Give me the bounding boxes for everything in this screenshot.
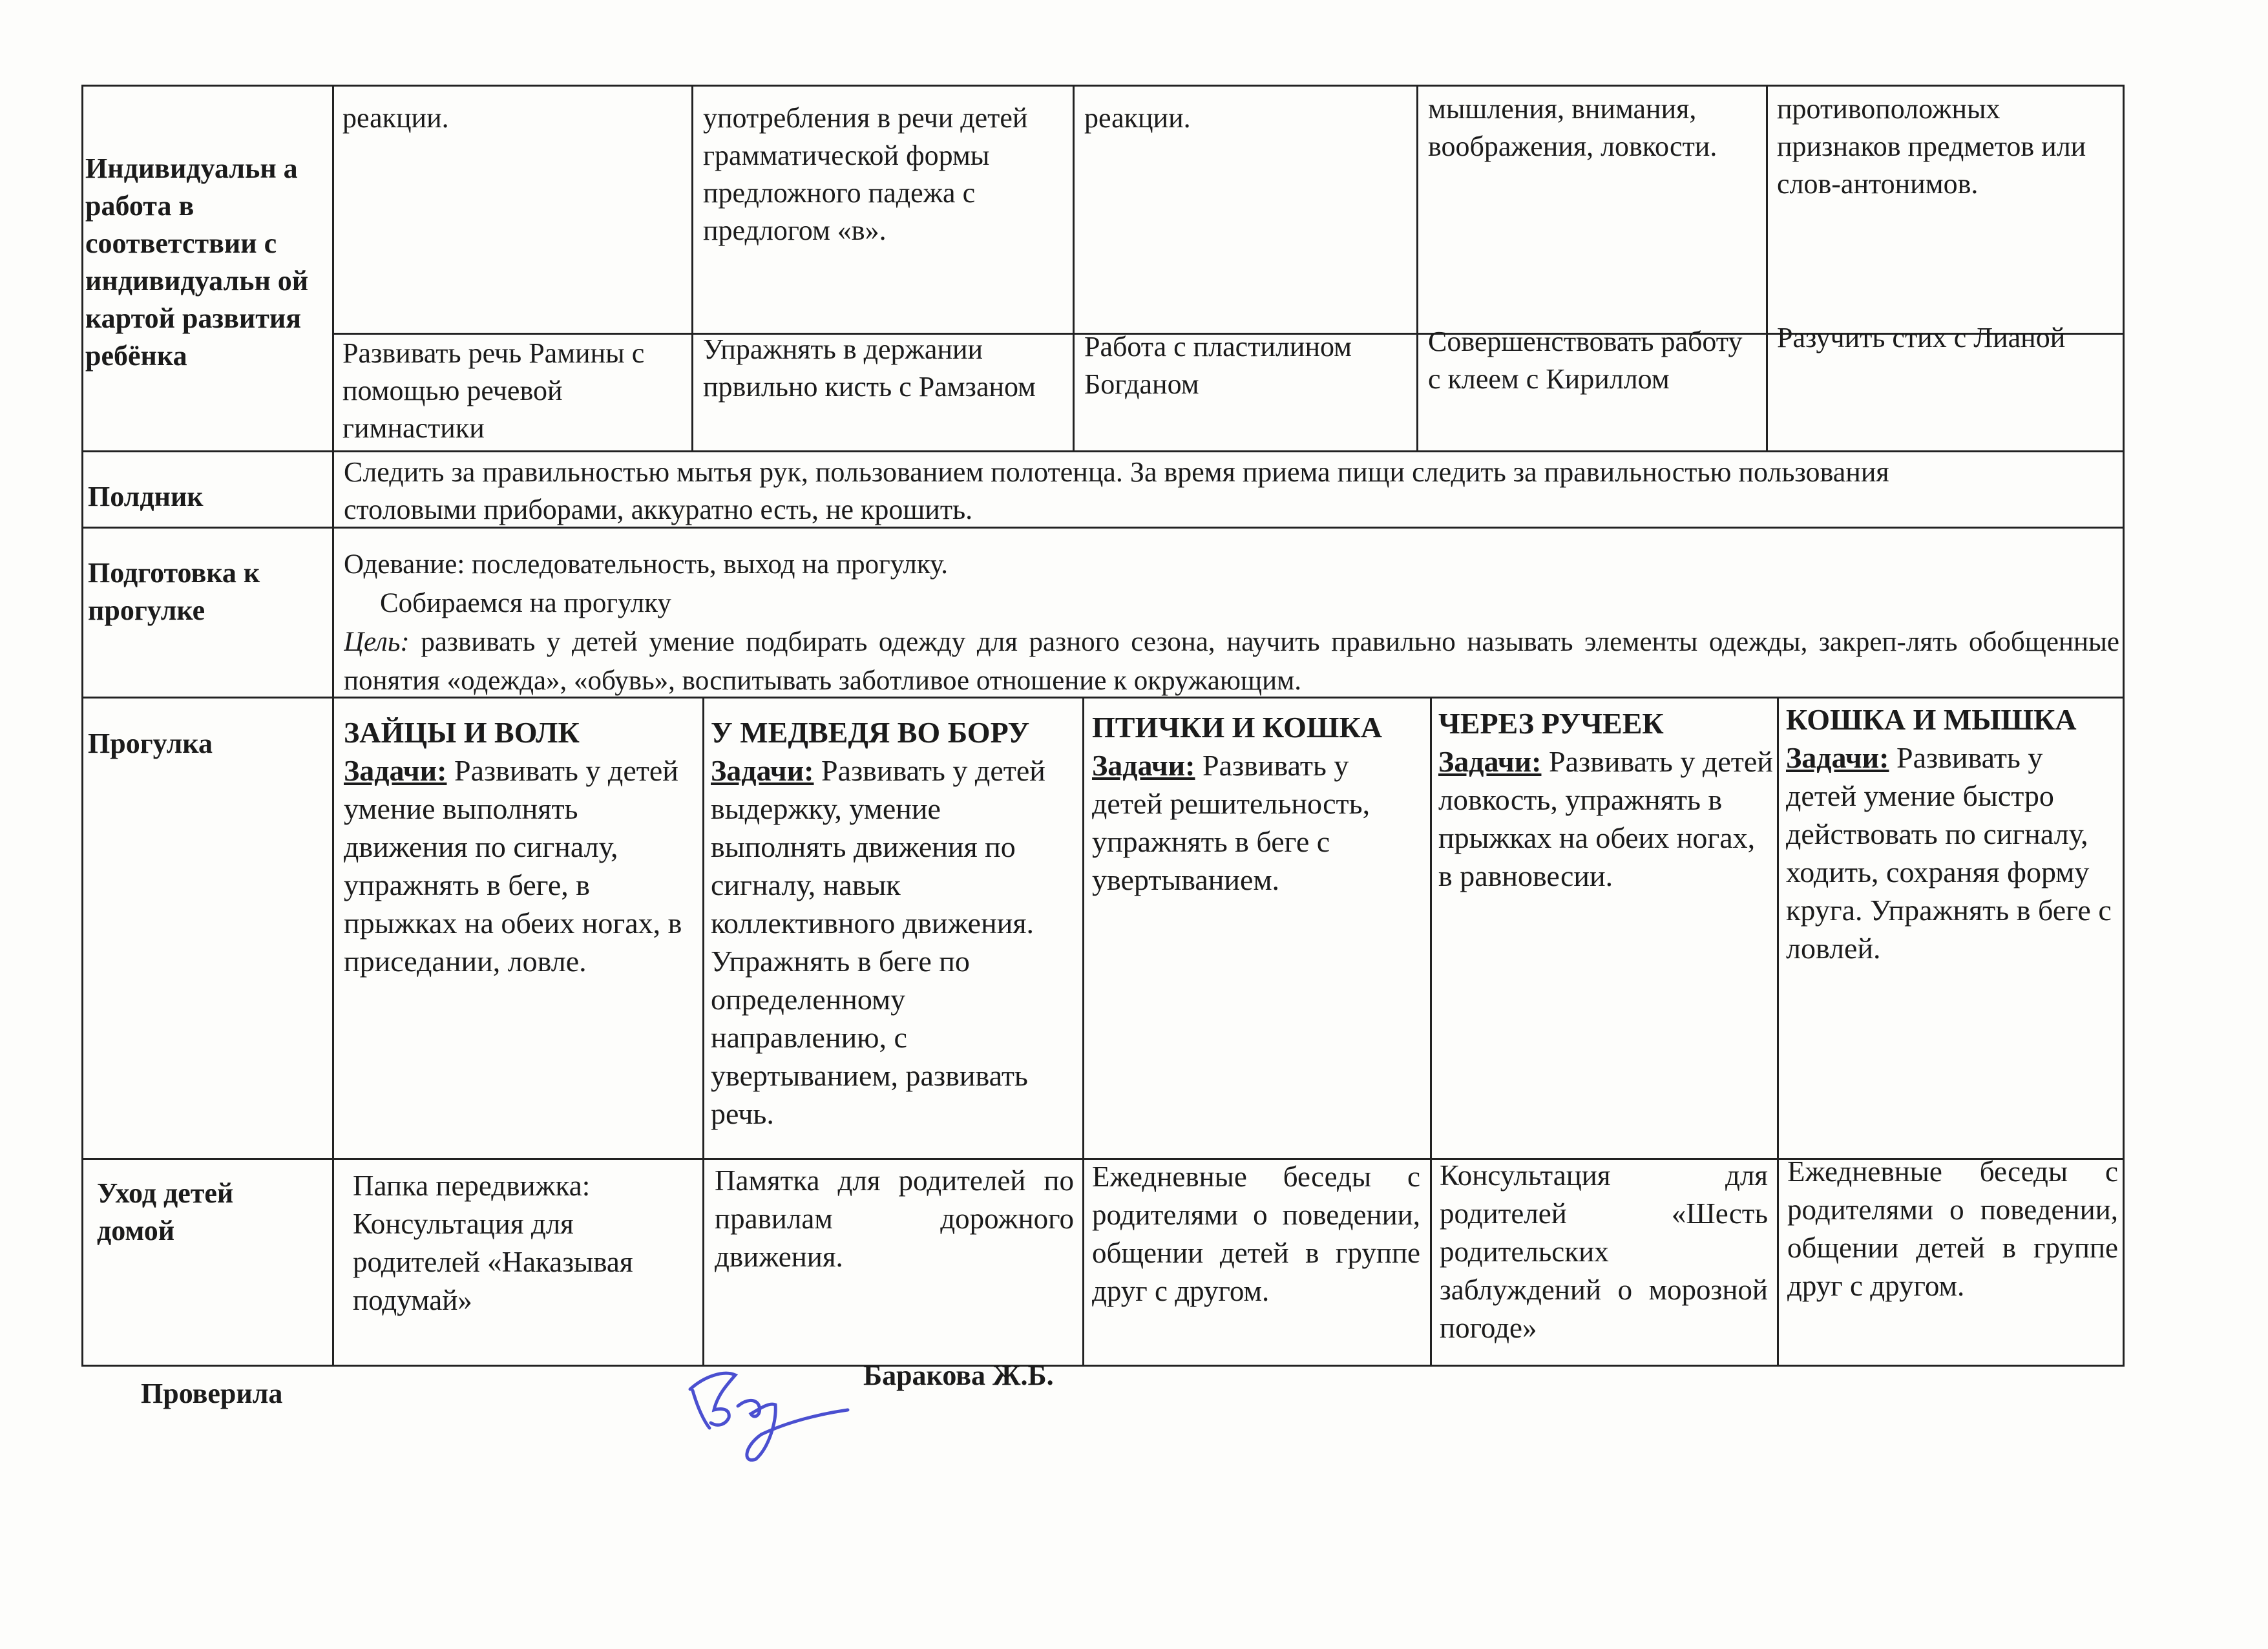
- tasks-label: Задачи:: [1092, 749, 1195, 782]
- walk-game-cell: [1786, 700, 2119, 967]
- home-cell: Ежедневные беседы с родителями о поведении, общении детей в группе друг с другом.: [1787, 1155, 2118, 1302]
- col-divider: [1082, 697, 1084, 1367]
- goal-label: Цель:: [344, 627, 410, 657]
- poldnik-text: Следить за правильностью мытья рук, пользованием полотенца. За время приема пищи следить за правильностью пользования столовыми приборами, аккуратно есть, не крошить.: [344, 456, 1889, 525]
- game-text: Развивать у детей умение быстро действовать по сигналу, ходить, сохраняя форму круга. Упражнять в беге с ловлей.: [1786, 741, 2112, 965]
- game-text: Развивать у детей выдержку, умение выполнять движения по сигналу, навык коллективного движения. Упражнять в беге по определенному направлению, с увертыванием, развивать речь.: [711, 754, 1045, 1130]
- col-divider: [702, 697, 704, 1367]
- tasks-label: Задачи:: [344, 754, 447, 787]
- game-title: ПТИЧКИ И КОШКА: [1092, 711, 1382, 744]
- row-label-home: Уход детей домой: [97, 1177, 234, 1246]
- walk-game-cell: [344, 713, 693, 980]
- col-divider: [1073, 85, 1075, 450]
- game-text: Развивать у детей решительность, упражнять в беге с увертыванием.: [1092, 749, 1370, 896]
- walk-game-cell: [1092, 708, 1425, 899]
- handwritten-signature: [678, 1350, 853, 1467]
- individual-bottom-cell: Разучить стих с Лианой: [1777, 322, 2066, 353]
- game-title: КОШКА И МЫШКА: [1786, 703, 2077, 736]
- col-divider: [691, 85, 693, 450]
- row-label-prep: Подготовка к прогулке: [88, 557, 260, 626]
- home-cell: Консультация для родителей «Шесть родительских заблуждений о морозной погоде»: [1440, 1159, 1768, 1344]
- home-cell: Ежедневные беседы с родителями о поведении, общении детей в группе друг с другом.: [1092, 1161, 1420, 1307]
- individual-top-cell: употребления в речи детей грамматической формы предложного падежа с предлогом «в».: [703, 102, 1028, 246]
- individual-top-cell: реакции.: [342, 102, 449, 134]
- walk-game-cell: [1438, 704, 1774, 895]
- col-divider: [1416, 85, 1418, 450]
- game-title: У МЕДВЕДЯ ВО БОРУ: [711, 716, 1030, 749]
- prep-text-block: [344, 545, 2119, 700]
- prep-line-1: Одевание: последовательность, выход на прогулку.: [344, 549, 949, 580]
- individual-bottom-cell: Развивать речь Рамины с помощью речевой гимнастики: [342, 337, 645, 444]
- individual-bottom-cell: Совершенствовать работу с клеем с Кириллом: [1428, 326, 1743, 395]
- game-text: Развивать у детей умение выполнять движения по сигналу, упражнять в беге, в прыжках на обеих ногах, в приседании, ловле.: [344, 754, 682, 978]
- signer-name: Баракова Ж.Б.: [863, 1360, 1054, 1391]
- walk-game-cell: [711, 713, 1076, 1133]
- col-divider: [1777, 697, 1779, 1367]
- checked-label: Проверила: [141, 1378, 283, 1409]
- prep-line-2: Собираемся на прогулку: [380, 588, 671, 618]
- tasks-label: Задачи:: [1438, 745, 1542, 778]
- home-cell: Памятка для родителей по правилам дорожного движения.: [715, 1164, 1074, 1273]
- individual-top-cell: реакции.: [1084, 102, 1191, 134]
- row-divider: [81, 450, 2125, 452]
- tasks-label: Задачи:: [1786, 741, 1889, 774]
- col-divider: [1430, 697, 1432, 1367]
- individual-bottom-cell: Упражнять в держании првильно кисть с Рамзаном: [703, 333, 1036, 403]
- row-label-walk: Прогулка: [88, 728, 213, 759]
- row-label-individual: Индивидуальн а работа в соответствии с индивидуальн ой картой развития ребёнка: [85, 152, 309, 372]
- prep-goal: [344, 623, 2119, 700]
- game-text: Развивать у детей ловкость, упражнять в прыжках на обеих ногах, в равновесии.: [1438, 745, 1773, 892]
- individual-bottom-cell: Работа с пластилином Богданом: [1084, 331, 1352, 400]
- col-divider: [332, 85, 334, 1367]
- tasks-label: Задачи:: [711, 754, 814, 787]
- row-label-poldnik: Полдник: [88, 481, 204, 512]
- home-cell: Папка передвижка: Консультация для родителей «Наказывая подумай»: [353, 1170, 633, 1316]
- game-title: ЧЕРЕЗ РУЧЕЕК: [1438, 707, 1664, 740]
- individual-top-cell: противоположных признаков предметов или слов-антонимов.: [1777, 93, 2086, 200]
- goal-text: развивать у детей умение подбирать одежду для разного сезона, научить правильно называть элементы одежды, закреп-лять обобщенные понятия «одежда», «обувь», воспитывать заботливое отношение к окружающим.: [344, 627, 2119, 696]
- game-title: ЗАЙЦЫ И ВОЛК: [344, 716, 580, 749]
- individual-top-cell: мышления, внимания, воображения, ловкости.: [1428, 93, 1717, 162]
- col-divider: [1766, 85, 1768, 450]
